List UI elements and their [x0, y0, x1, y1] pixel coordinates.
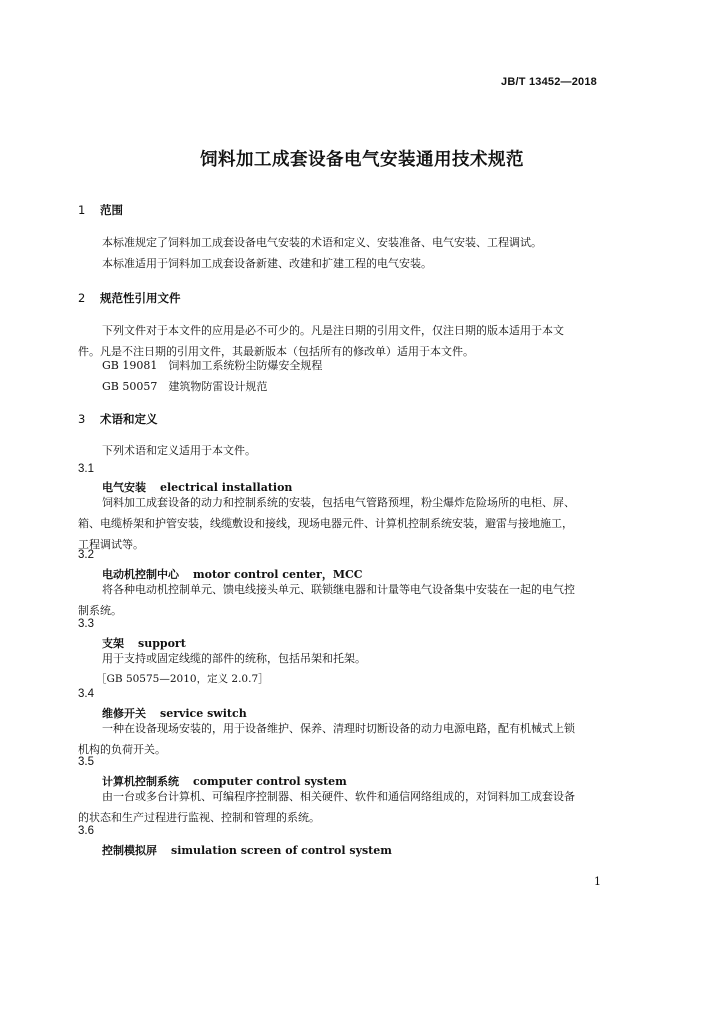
section-3-intro: 下列术语和定义适用于本文件。: [102, 444, 256, 457]
term-en: motor control center，MCC: [193, 568, 363, 581]
term-en: simulation screen of control system: [171, 844, 392, 857]
term-3-2-definition-line-1: 将各种电动机控制单元、馈电线接头单元、联锁继电器和计量等电气设备集中安装在一起的电气控: [102, 583, 575, 596]
section-1-heading: [78, 202, 123, 218]
term-cn: 计算机控制系统: [102, 775, 179, 788]
section-1-paragraph-1: 本标准规定了饲料加工成套设备电气安装的术语和定义、安装准备、电气安装、工程调试。: [102, 236, 542, 249]
section-1-paragraph-2: 本标准适用于饲料加工成套设备新建、改建和扩建工程的电气安装。: [102, 257, 432, 270]
section-3-heading: [78, 411, 158, 427]
term-cn: 维修开关: [102, 707, 146, 720]
normative-reference-2: GB 50057 建筑物防雷设计规范: [102, 380, 268, 393]
section-2-paragraph-line-1: 下列文件对于本文件的应用是必不可少的。凡是注日期的引用文件，仅注日期的版本适用于本文: [102, 324, 564, 337]
term-en: service switch: [160, 707, 247, 720]
term-3-4-definition-line-2: 机构的负荷开关。: [78, 743, 166, 756]
term-3-6-title: [102, 842, 392, 858]
standard-code: JB/T 13452—2018: [501, 76, 597, 88]
term-3-4-number: 3.4: [78, 688, 94, 700]
term-3-5-definition-line-1: 由一台或多台计算机、可编程序控制器、相关硬件、软件和通信网络组成的，对饲料加工成套设备: [102, 790, 575, 803]
term-3-3-source-reference: ［GB 50575—2010，定义 2.0.7］: [96, 673, 269, 685]
term-3-1-definition-line-1: 饲料加工成套设备的动力和控制系统的安装，包括电气管路预埋，粉尘爆炸危险场所的电柜、屏、: [102, 496, 575, 509]
term-3-2-definition-line-2: 制系统。: [78, 604, 122, 617]
term-3-3-definition-line-1: 用于支持或固定线缆的部件的统称，包括吊架和托架。: [102, 652, 366, 665]
section-title: 规范性引用文件: [100, 291, 181, 305]
term-cn: 控制模拟屏: [102, 844, 157, 857]
term-3-1-number: 3.1: [78, 463, 94, 475]
term-3-1-definition-line-3: 工程调试等。: [78, 538, 144, 551]
section-title: 范围: [100, 203, 123, 217]
term-3-4-definition-line-1: 一种在设备现场安装的，用于设备维护、保养、清理时切断设备的动力电源电路，配有机械式上锁: [102, 722, 575, 735]
term-3-6-number: 3.6: [78, 825, 94, 837]
term-en: electrical installation: [160, 481, 293, 494]
term-en: computer control system: [193, 775, 347, 788]
document-title: 饲料加工成套设备电气安装通用技术规范: [200, 150, 524, 170]
section-title: 术语和定义: [100, 412, 158, 426]
term-3-2-number: 3.2: [78, 549, 94, 561]
term-en: support: [138, 637, 186, 650]
term-3-3-number: 3.3: [78, 618, 94, 630]
term-3-1-definition-line-2: 箱、电缆桥架和护管安装，线缆敷设和接线，现场电器元件、计算机控制系统安装，避雷与接地施工，: [78, 517, 573, 530]
term-3-5-definition-line-2: 的状态和生产过程进行监视、控制和管理的系统。: [78, 811, 320, 824]
page-number: 1: [594, 875, 601, 888]
term-cn: 电气安装: [102, 481, 146, 494]
section-number: 2: [78, 291, 86, 305]
normative-reference-1: GB 19081 饲料加工系统粉尘防爆安全规程: [102, 359, 323, 372]
term-cn: 支架: [102, 637, 124, 650]
section-number: 1: [78, 203, 86, 217]
term-cn: 电动机控制中心: [102, 568, 179, 581]
section-number: 3: [78, 412, 86, 426]
term-3-5-number: 3.5: [78, 756, 94, 768]
section-2-paragraph-line-2: 件。凡是不注日期的引用文件，其最新版本（包括所有的修改单）适用于本文件。: [78, 345, 474, 358]
section-2-heading: [78, 290, 181, 306]
